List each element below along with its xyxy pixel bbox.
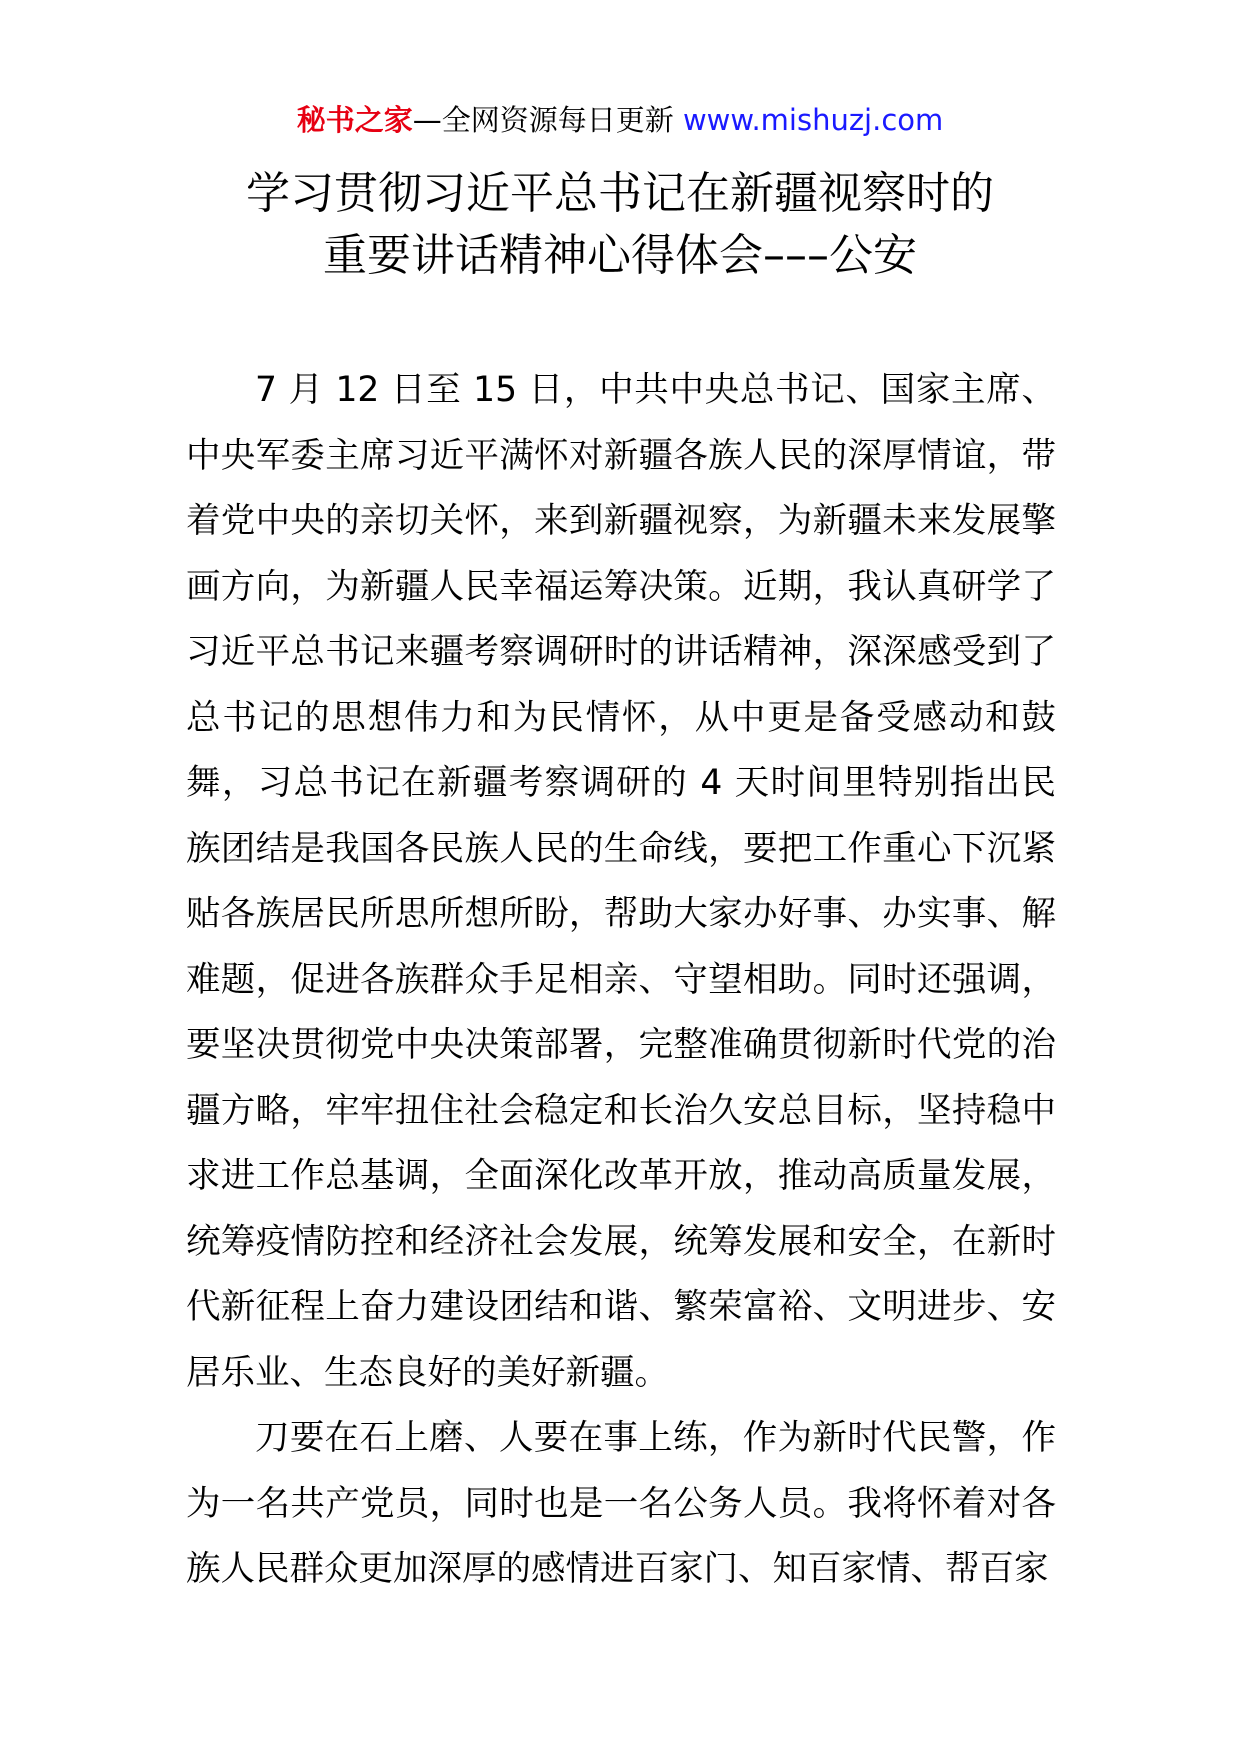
site-tagline: —全网资源每日更新 — [412, 103, 674, 137]
site-url-link[interactable]: www.mishuzj.com — [673, 103, 944, 137]
document-body — [186, 358, 1056, 1603]
site-brand: 秘书之家 — [296, 103, 413, 137]
body-paragraph-1: 7 月 12 日至 15 日，中共中央总书记、国家主席、中央军委主席习近平满怀对新疆各族人民的深厚情谊，带着党中央的亲切关怀，来到新疆视察，为新疆未来发展擎画方向，为新疆人民幸福运筹决策。近期，我认真研学了习近平总书记来疆考察调研时的讲话精神，深深感受到了总书记的思想伟力和为民情怀，从中更是备受感动和鼓舞，习总书记在新疆考察调研的 4 天时间里特别指出民族团结是我国各民族人民的生命线，要把工作重心下沉紧贴各族居民所思所想所盼，帮助大家办好事、办实事、解难题，促进各族群众手足相亲、守望相助。同时还强调，要坚决贯彻党中央决策部署，完整准确贯彻新时代党的治疆方略，牢牢扭住社会稳定和长治久安总目标，坚持稳中求进工作总基调，全面深化改革开放，推动高质量发展，统筹疫情防控和经济社会发展，统筹发展和安全，在新时代新征程上奋力建设团结和谐、繁荣富裕、文明进步、安居乐业、生态良好的美好新疆。 — [186, 370, 1056, 1393]
body-paragraph-2: 刀要在石上磨、人要在事上练，作为新时代民警，作为一名共产党员，同时也是一名公务人员。我将怀着对各族人民群众更加深厚的感情进百家门、知百家情、帮百家 — [186, 1418, 1056, 1589]
document-title — [0, 163, 1240, 287]
title-line-2: 重要讲话精神心得体会–––公安 — [323, 230, 917, 281]
site-header — [0, 100, 1240, 140]
title-line-1: 学习贯彻习近平总书记在新疆视察时的 — [246, 168, 994, 219]
